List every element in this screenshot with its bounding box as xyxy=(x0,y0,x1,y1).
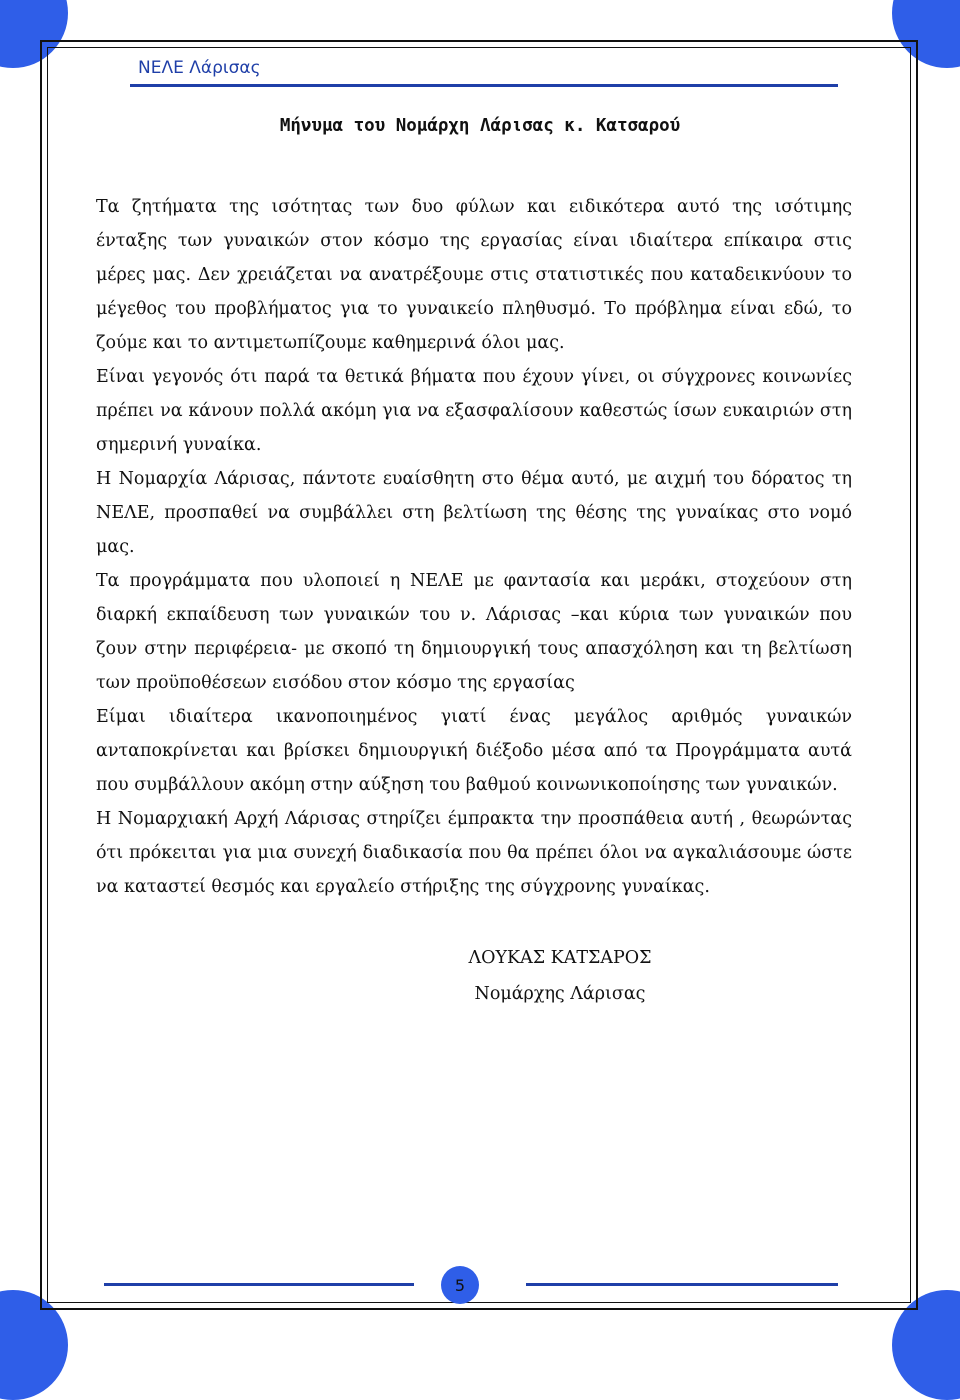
signature-block xyxy=(430,940,690,1012)
signature-role: Νομάρχης Λάρισας xyxy=(474,984,646,1004)
paragraph: Η Νομαρχία Λάρισας, πάντοτε ευαίσθητη στο θέμα αυτό, με αιχμή του δόρατος τη ΝΕΛΕ, προσπαθεί να συμβάλλει στη βελτίωση της θέσης της γυναίκας στο νομό μας. xyxy=(96,469,852,557)
paragraph: Τα προγράμματα που υλοποιεί η ΝΕΛΕ με φαντασία και μεράκι, στοχεύουν στη διαρκή εκπαίδευση των γυναικών του ν. Λάρισας –και κύρια των γυναικών που ζουν στην περιφέρεια- με σκοπό τη δημιουργική τους απασχόληση και τη βελτίωση των προϋποθέσεων εισόδου στον κόσμο της εργασίας xyxy=(96,571,852,693)
paragraph: Είναι γεγονός ότι παρά τα θετικά βήματα που έχουν γίνει, οι σύγχρονες κοινωνίες πρέπει να κάνουν πολλά ακόμη για να εξασφαλίσουν καθεστώς ίσων ευκαιριών στη σημερινή γυναίκα. xyxy=(96,367,852,455)
paragraph: Τα ζητήματα της ισότητας των δυο φύλων και ειδικότερα αυτό της ισότιμης ένταξης των γυναικών στον κόσμο της εργασίας είναι ιδιαίτερα επίκαιρα στις μέρες μας. Δεν χρειάζεται να ανατρέξουμε στις στατιστικές που καταδεικνύουν το μέγεθος του προβλήματος για το γυναικείο πληθυσμό. Το πρόβλημα είναι εδώ, το ζούμε και το αντιμετωπίζουμε καθημερινά όλοι μας. xyxy=(96,197,852,353)
paragraph: Η Νομαρχιακή Αρχή Λάρισας στηρίζει έμπρακτα την προσπάθεια αυτή , θεωρώντας ότι πρόκειται για μια συνεχή διαδικασία που θα πρέπει όλοι να αγκαλιάσουμε ώστε να καταστεί θεσμός και εργαλείο στήριξης της σύγχρονης γυναίκας. xyxy=(96,809,852,897)
paragraph: Είμαι ιδιαίτερα ικανοποιημένος γιατί ένας μεγάλος αριθμός γυναικών ανταποκρίνεται και βρίσκει δημιουργική διέξοδο μέσα από τα Προγράμματα αυτά που συμβάλλουν ακόμη στην αύξηση του βαθμού κοινωνικοποίησης των γυναικών. xyxy=(96,707,852,795)
footer-line-left xyxy=(104,1283,414,1286)
page-number-badge: 5 xyxy=(441,1266,479,1304)
footer-line-right xyxy=(526,1283,838,1286)
page-title: Μήνυμα του Νομάρχη Λάρισας κ. Κατσαρού xyxy=(279,116,681,136)
header-rule xyxy=(130,84,838,87)
header-label: ΝΕΛΕ Λάρισας xyxy=(138,58,261,78)
signature-name: ΛΟΥΚΑΣ ΚΑΤΣΑΡΟΣ xyxy=(468,948,652,968)
body-text xyxy=(96,190,852,904)
